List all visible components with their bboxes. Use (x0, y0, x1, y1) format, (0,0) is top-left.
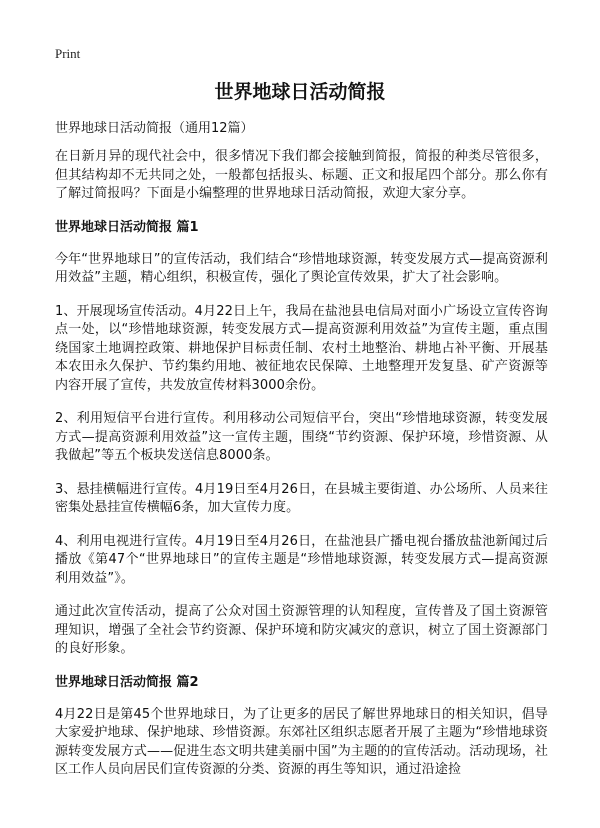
section-1-paragraph-3: 2、利用短信平台进行宣传。利用移动公司短信平台，突出“珍惜地球资源，转变发展方式—提高资源利用效益”这一宣传主题，围绕“节约资源、保护环境，珍惜资源、从我做起”等五个板块发送信息8000条。 (55, 411, 548, 463)
section-1-paragraph-2: 1、开展现场宣传活动。4月22日上午，我局在盐池县电信局对面小广场设立宣传咨询点一处，以“珍惜地球资源，转变发展方式—提高资源利用效益”为宣传主题，重点围绕国家土地调控政策、耕地保护目标责任制、农村土地整治、耕地占补平衡、开展基本农田永久保护、节约集约用地、被征地农民保障、土地整理开发复垦、矿产资源等内容开展了宣传，共发放宣传材料3000余份。 (55, 303, 548, 393)
section-1-paragraph-4: 3、悬挂横幅进行宣传。4月19日至4月26日，在县城主要街道、办公场所、人员来往密集处悬挂宣传横幅6条，加大宣传力度。 (55, 481, 548, 515)
section-1-paragraph-1: 今年“世界地球日”的宣传活动，我们结合“珍惜地球资源，转变发展方式—提高资源利用效益”主题，精心组织，积极宣传，强化了舆论宣传效果，扩大了社会影响。 (55, 251, 548, 285)
section-2-paragraph-1: 4月22日是第45个世界地球日，为了让更多的居民了解世界地球日的相关知识，倡导大家爱护地球、保护地球、珍惜资源。东郊社区组织志愿者开展了主题为“珍惜地球资源转变发展方式——促进生态文明共建美丽中国”为主题的的宣传活动。活动现场，社区工作人员向居民们宣传资源的分类、资源的再生等知识，通过沿途捡 (55, 706, 548, 777)
section-heading-1: 世界地球日活动简报 篇1 (55, 219, 199, 235)
section-1-paragraph-5: 4、利用电视进行宣传。4月19日至4月26日，在盐池县广播电视台播放盐池新闻过后播放《第47个“世界地球日”的宣传主题是“珍惜地球资源，转变发展方式—提高资源利用效益”》。 (55, 533, 548, 586)
print-link[interactable]: Print (55, 46, 81, 61)
section-heading-2: 世界地球日活动简报 篇2 (55, 674, 199, 690)
document-subtitle: 世界地球日活动简报（通用12篇） (55, 121, 254, 136)
intro-paragraph: 在日新月异的现代社会中，很多情况下我们都会接触到简报，简报的种类尽管很多，但其结构却不无共同之处，一般都包括报头、标题、正文和报尾四个部分。那么你有了解过简报吗？下面是小编整理的世界地球日活动简报，欢迎大家分享。 (55, 149, 548, 201)
document-title: 世界地球日活动简报 (214, 81, 386, 103)
document-body (55, 120, 548, 795)
section-1-paragraph-6: 通过此次宣传活动，提高了公众对国土资源管理的认知程度，宣传普及了国土资源管理知识，增强了全社会节约资源、保护环境和防灾减灾的意识，树立了国土资源部门的良好形象。 (55, 604, 548, 656)
